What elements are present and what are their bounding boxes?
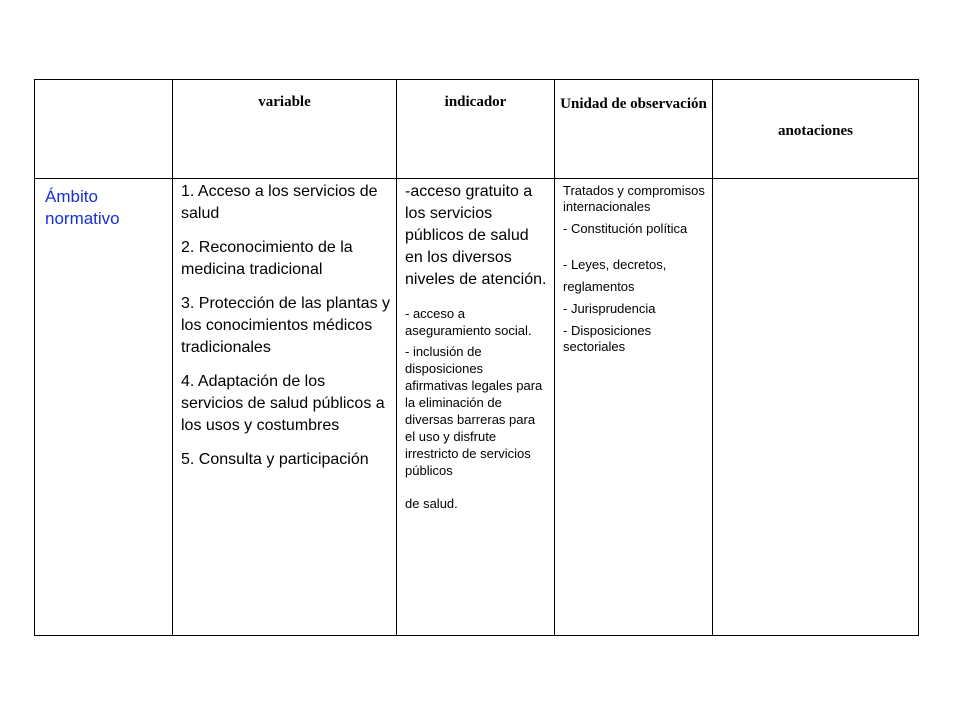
observation-table — [34, 79, 919, 636]
table-row — [35, 179, 919, 636]
unidad-item: - Leyes, decretos, — [563, 257, 667, 272]
unidad-item: Tratados y compromisos internacionales — [563, 183, 705, 214]
header-empty-cell — [35, 80, 173, 179]
indicador-item: - acceso a aseguramiento social. — [405, 306, 532, 338]
indicador-item: de salud. — [405, 496, 458, 511]
unidad-item: - Jurisprudencia — [563, 301, 656, 316]
unidad-item: - Disposiciones sectoriales — [563, 323, 652, 354]
variable-item: 1. Acceso a los servicios de salud — [181, 183, 378, 222]
ambito-cell — [35, 179, 173, 636]
header-anotaciones-cell — [713, 80, 919, 179]
indicador-item: - inclusión de disposiciones afirmativas legales para la eliminación de diversas barreras para el uso y disfrute irrestricto de servicios públicos — [405, 344, 543, 478]
header-indicador-label: indicador — [444, 94, 507, 110]
header-unidad-cell — [555, 80, 713, 179]
header-variable-cell — [173, 80, 397, 179]
variable-item: 5. Consulta y participación — [181, 451, 369, 468]
ambito-label: Ámbito normativo — [45, 187, 120, 228]
variable-item: 2. Reconocimiento de la medicina tradicional — [181, 239, 353, 278]
variable-item: 4. Adaptación de los servicios de salud públicos a los usos y costumbres — [181, 373, 385, 434]
indicador-main: -acceso gratuito a los servicios públicos de salud en los diversos niveles de atención. — [405, 183, 547, 288]
unidad-item: reglamentos — [563, 279, 635, 294]
unidades-cell — [555, 179, 713, 636]
header-anotaciones-label: anotaciones — [778, 122, 853, 139]
header-row — [35, 80, 919, 179]
anotaciones-cell — [713, 179, 919, 636]
header-indicador-cell — [397, 80, 555, 179]
header-variable-label: variable — [258, 94, 311, 110]
indicadores-cell — [397, 179, 555, 636]
header-unidad-label: Unidad de observación — [560, 96, 707, 112]
variables-cell — [173, 179, 397, 636]
variable-item: 3. Protección de las plantas y los conocimientos médicos tradicionales — [181, 295, 391, 356]
unidad-item: - Constitución política — [563, 221, 688, 236]
